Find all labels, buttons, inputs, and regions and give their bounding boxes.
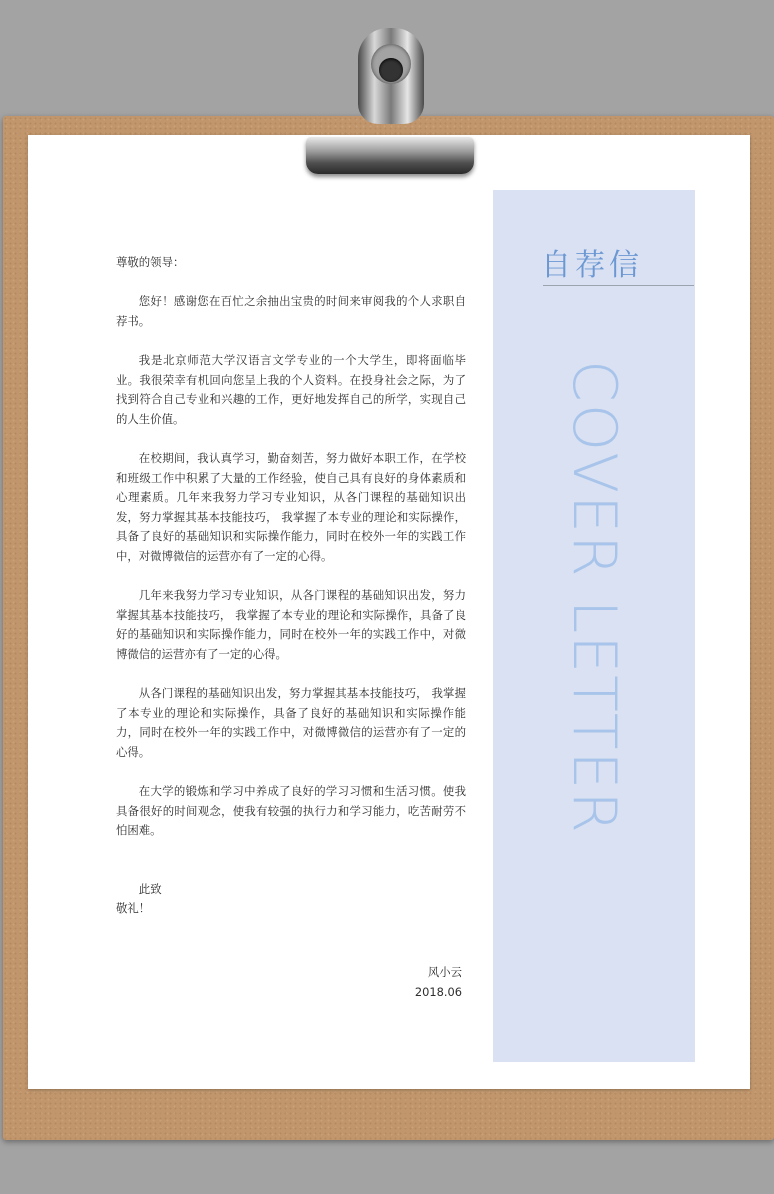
letter-paragraph-6: 在大学的锻炼和学习中养成了良好的学习习惯和生活习惯。使我具备很好的时间观念，使我有较强的执行力和学习能力，吃苦耐劳不怕困难。 [116,784,466,838]
side-title: 自荐信 [541,248,643,283]
letter-paragraph-3: 在校期间，我认真学习，勤奋刻苦，努力做好本职工作，在学校和班级工作中积累了大量的工作经验，使自己具有良好的身体素质和心理素质。几年来我努力学习专业知识，从各门课程的基础知识出发，努力掌握其基本技能技巧， 我掌握了本专业的理论和实际操作，具备了良好的基础知识和实际操作能力，同时在校外一年的实践工作中，对微博微信的运营亦有了一定的心得。 [116,450,466,563]
letter-closing-1: 此致 [138,881,162,896]
letter-closing-2: 敬礼！ [116,901,151,916]
letter-paragraph-1: 您好！感谢您在百忙之余抽出宝贵的时间来审阅我的个人求职自荐书。 [116,294,466,328]
side-title-divider [543,285,694,286]
cover-letter-vertical [559,360,629,840]
binder-clip-base [306,137,474,174]
binder-clip-rivet [379,58,403,82]
letter-greeting: 尊敬的领导： [116,255,185,269]
cover-letter-text: COVER LETTER [559,360,629,835]
letter-paragraph-5: 从各门课程的基础知识出发，努力掌握其基本技能技巧， 我掌握了本专业的理论和实际操作，具备了良好的基础知识和实际操作能力，同时在校外一年的实践工作中，对微博微信的运营亦有了一定的心得。 [116,686,466,759]
letter-body [116,253,466,919]
signature-date: 2018.06 [414,985,462,999]
signature-name: 风小云 [427,965,462,979]
letter-paragraph-2: 我是北京师范大学汉语言文学专业的一个大学生，即将面临毕业。我很荣幸有机回向您呈上我的个人资料。在投身社会之际，为了找到符合自己专业和兴趣的工作，更好地发挥自己的所学，实现自己的人生价值。 [116,352,466,426]
letter-paragraph-4: 几年来我努力学习专业知识，从各门课程的基础知识出发，努力掌握其基本技能技巧， 我掌握了本专业的理论和实际操作，具备了良好的基础知识和实际操作能力，同时在校外一年的实践工作中，对微博微信的运营亦有了一定的心得。 [116,588,466,661]
letter-signature [400,962,462,1002]
